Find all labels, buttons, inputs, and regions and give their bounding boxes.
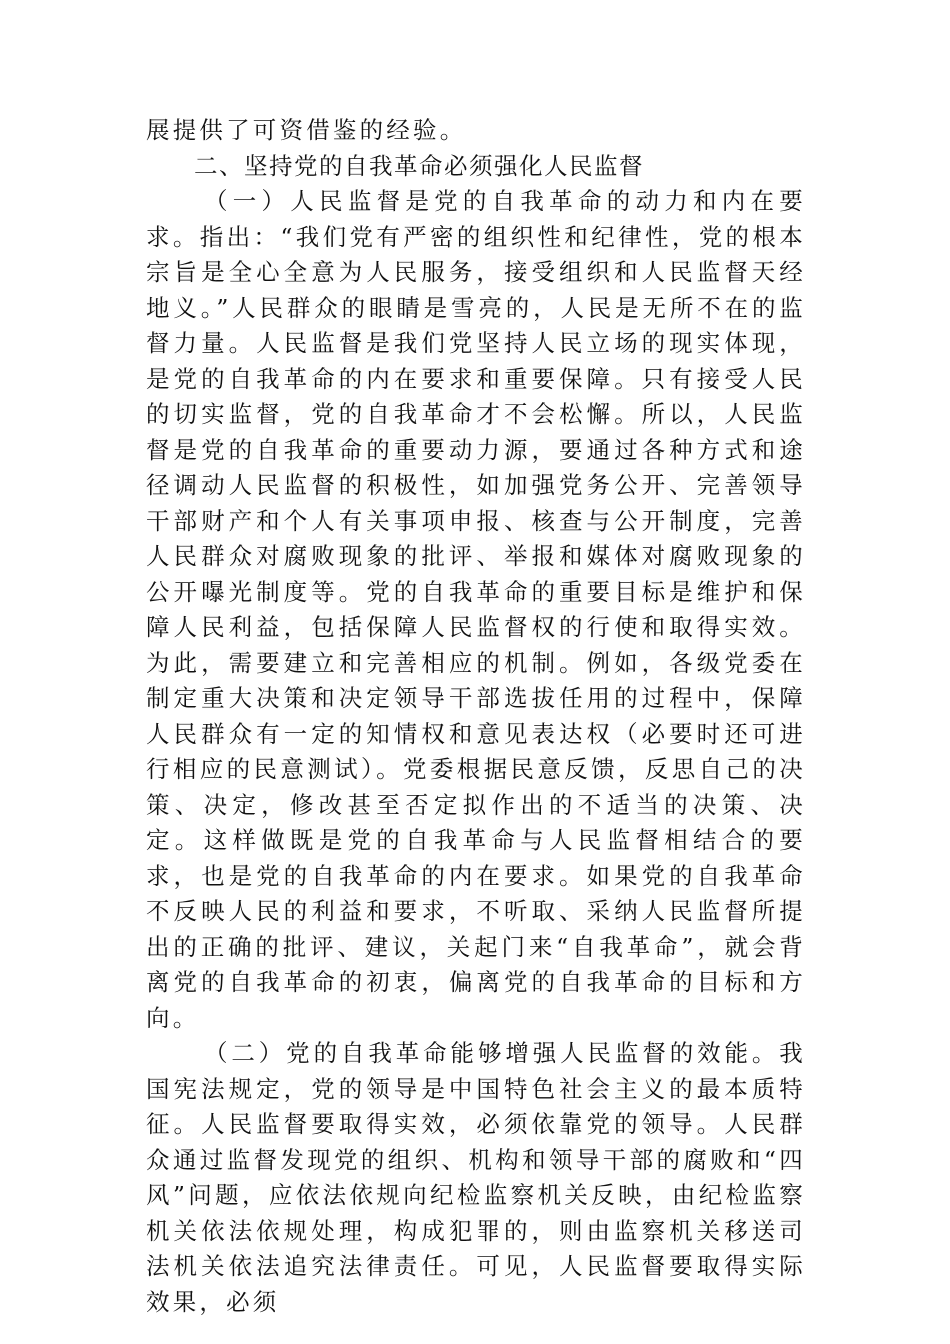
sub2-lead: （二）党的自我革命能够增强人民监督的效能。	[204, 1039, 780, 1067]
paragraph-sub2	[146, 1036, 806, 1320]
sub2-body: 我国宪法规定，党的领导是中国特色社会主义的最本质特征。人民监督要取得实效，必须依靠党的领导。人民群众通过监督发现党的组织、机构和领导干部的腐败和“四风”问题，应依法依规向纪检监察机关反映，由纪检监察机关依法依规处理，构成犯罪的，则由监察机关移送司法机关依法追究法律责任。可见，人民监督要取得实际效果，必须	[146, 1039, 806, 1316]
section-heading: 二、坚持党的自我革命必须强化人民监督	[194, 151, 644, 180]
sub1-body: 指出：“我们党有严密的组织性和纪律性，党的根本宗旨是全心全意为人民服务，接受组织和人民监督天经地义。”人民群众的眼睛是雪亮的，人民是无所不在的监督力量。人民监督是我们党坚持人民立场的现实体现，是党的自我革命的内在要求和重要保障。只有接受人民的切实监督，党的自我革命才不会松懈。所以，人民监督是党的自我革命的重要动力源，要通过各种方式和途径调动人民监督的积极性，如加强党务公开、完善领导干部财产和个人有关事项申报、核查与公开制度，完善人民群众对腐败现象的批评、举报和媒体对腐败现象的公开曝光制度等。党的自我革命的重要目标是维护和保障人民利益，包括保障人民监督权的行使和取得实效。为此，需要建立和完善相应的机制。例如，各级党委在制定重大决策和决定领导干部选拔任用的过程中，保障人民群众有一定的知情权和意见表达权（必要时还可进行相应的民意测试）。党委根据民意反馈，反思自己的决策、决定，修改甚至否定拟作出的不适当的决策、决定。这样做既是党的自我革命与人民监督相结合的要求，也是党的自我革命的内在要求。如果党的自我革命不反映人民的利益和要求，不听取、采纳人民监督所提出的正确的批评、建议，关起门来“自我革命”，就会背离党的自我革命的初衷，偏离党的自我革命的目标和方向。	[146, 222, 806, 1032]
paragraph-sub1	[146, 184, 806, 1036]
document-body	[146, 113, 806, 1320]
sub1-lead: （一）人民监督是党的自我革命的动力和内在要求。	[146, 187, 806, 251]
paragraph-intro-tail: 展提供了可资借鉴的经验。	[146, 116, 467, 144]
